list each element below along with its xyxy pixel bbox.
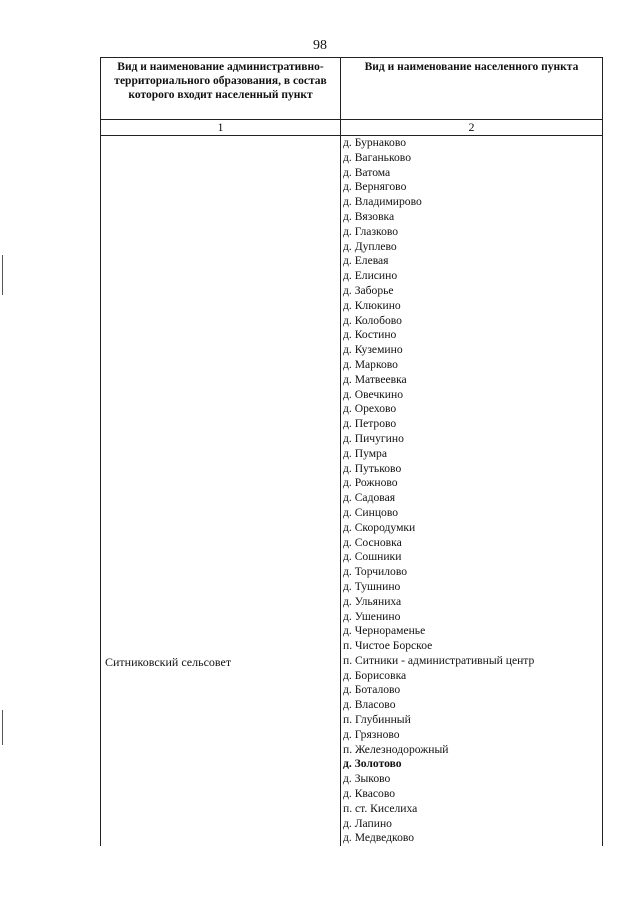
settlement-item: д. Петрово <box>343 417 397 431</box>
settlement-item: д. Лапино <box>343 816 392 830</box>
settlement-item: д. Владимирово <box>343 195 422 209</box>
table-body-row <box>100 136 603 846</box>
settlement-item: д. Золотово <box>343 757 402 771</box>
settlement-item: д. Рожново <box>343 476 398 490</box>
page-number: 98 <box>313 38 327 53</box>
council-name: Ситниковский сельсовет <box>105 655 232 669</box>
settlement-item: п. Железнодорожный <box>343 742 449 756</box>
settlement-item: д. Садовая <box>343 491 396 505</box>
settlement-item: д. Скородумки <box>343 520 416 534</box>
settlement-item: д. Елисино <box>343 269 398 283</box>
settlement-item: д. Путьково <box>343 461 402 475</box>
settlement-item: д. Елевая <box>343 254 389 268</box>
column-number-1: 1 <box>101 120 341 135</box>
settlement-item: д. Сошники <box>343 550 402 564</box>
settlement-item: д. Власово <box>343 698 396 712</box>
settlement-item: д. Бурнаково <box>343 136 407 149</box>
settlement-item: д. Дуплево <box>343 239 397 253</box>
scan-margin-mark-bottom <box>2 710 3 745</box>
column-number-2: 2 <box>468 120 475 134</box>
settlement-item: п. ст. Киселиха <box>343 801 418 815</box>
table-header-row <box>100 57 603 120</box>
settlement-item: д. Клюкино <box>343 298 401 312</box>
settlement-item: д. Пичугино <box>343 431 404 445</box>
settlement-item: д. Ваганьково <box>343 150 411 164</box>
settlement-item: д. Орехово <box>343 402 397 416</box>
settlement-item: д. Синцово <box>343 505 399 519</box>
settlement-list <box>341 136 602 846</box>
settlement-item: д. Пумра <box>343 446 387 460</box>
settlement-item: д. Куземино <box>343 343 403 357</box>
column-number-row <box>100 120 603 136</box>
settlement-item: д. Вязовка <box>343 209 395 223</box>
settlement-item: п. Глубинный <box>343 713 411 727</box>
settlement-item: п. Ситники - административный центр <box>343 653 535 667</box>
settlement-item: д. Ушенино <box>343 609 401 623</box>
settlement-item: д. Заборье <box>343 283 394 297</box>
settlement-item: д. Боталово <box>343 683 401 697</box>
settlement-item: д. Сосновка <box>343 535 402 549</box>
settlement-item: д. Колобово <box>343 313 402 327</box>
scan-margin-mark-top <box>2 255 3 295</box>
settlement-item: д. Грязново <box>343 727 400 741</box>
settlement-item: д. Матвеевка <box>343 372 407 386</box>
settlement-item: д. Ватома <box>343 165 391 179</box>
settlement-item: д. Зыково <box>343 772 391 786</box>
settlements-table <box>100 57 603 846</box>
settlement-item: д. Торчилово <box>343 565 408 579</box>
settlement-item: д. Тушнино <box>343 579 401 593</box>
settlement-item: д. Марково <box>343 357 398 371</box>
settlement-item: д. Медведково <box>343 831 415 845</box>
settlement-item: п. Чистое Борское <box>343 639 433 653</box>
settlement-item: д. Квасово <box>343 787 396 801</box>
settlement-item: д. Костино <box>343 328 397 342</box>
settlement-item: д. Чернораменье <box>343 624 426 638</box>
header-col2: Вид и наименование населенного пункта <box>364 61 579 73</box>
council-cell <box>101 136 341 846</box>
settlement-item: д. Глазково <box>343 224 399 238</box>
settlement-item: д. Ульяниха <box>343 594 402 608</box>
settlement-item: д. Овечкино <box>343 387 404 401</box>
settlement-item: д. Борисовка <box>343 668 407 682</box>
settlement-item: д. Вернягово <box>343 180 407 194</box>
header-col1: Вид и наименование административно-территориального образования, в состав которого входит населенный пункт <box>101 58 341 119</box>
